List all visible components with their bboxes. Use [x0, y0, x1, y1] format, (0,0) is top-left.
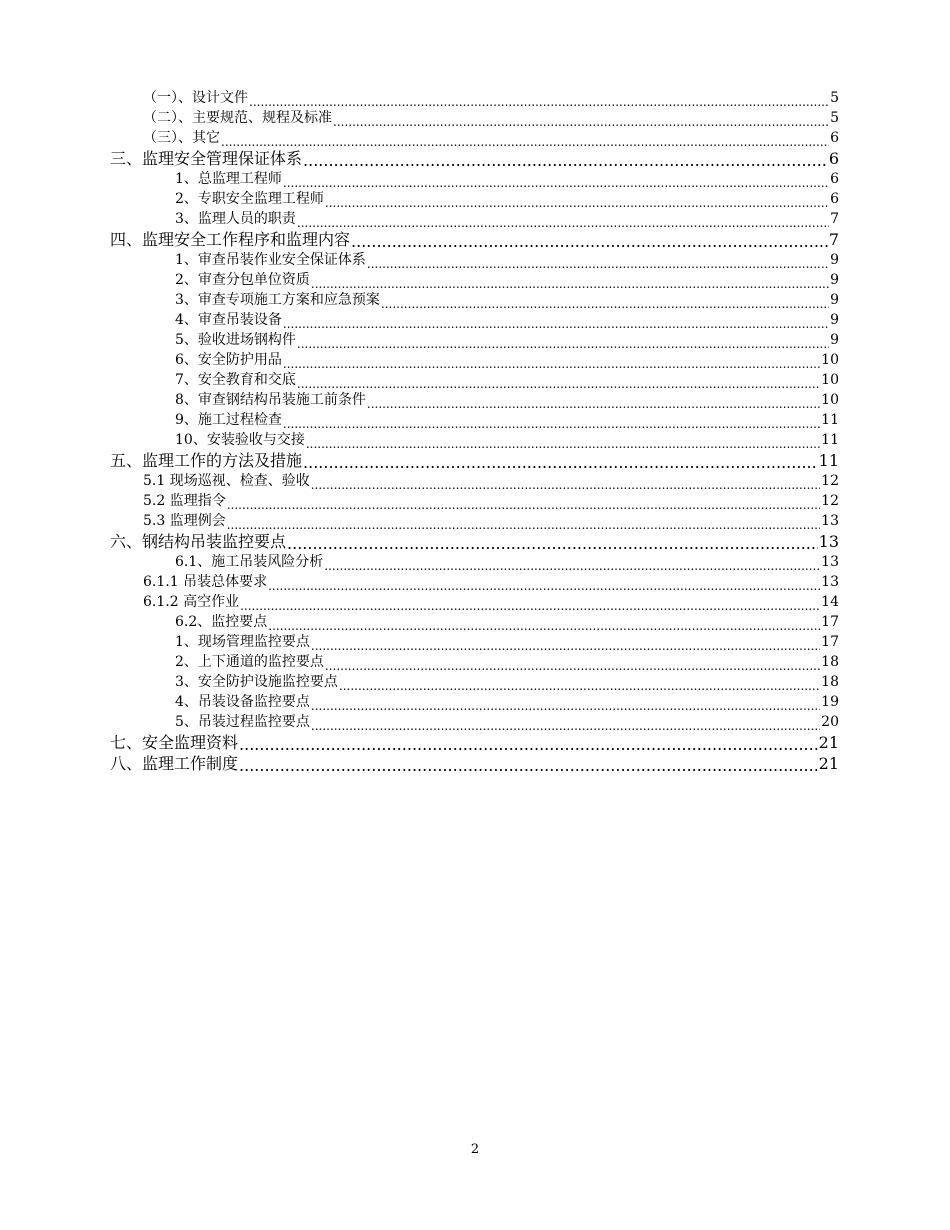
toc-section-entry[interactable] [0, 108, 950, 128]
toc-entry-page-number: 13 [821, 513, 839, 529]
toc-entry-page-number: 7 [828, 230, 839, 249]
toc-entry-page-number: 6 [830, 191, 839, 207]
toc-entry-page-number: 21 [818, 754, 839, 773]
toc-entry-page-number: 12 [821, 473, 839, 489]
toc-entry-page-number: 11 [818, 451, 839, 470]
toc-entry-page-number: 12 [821, 493, 839, 509]
toc-section-entry[interactable] [0, 592, 950, 612]
toc-section-entry[interactable] [0, 672, 950, 692]
toc-section-entry[interactable] [0, 692, 950, 712]
toc-entry-label: 3、安全防护设施监控要点 [175, 674, 338, 690]
toc-entry-label: 6.1.2 高空作业 [143, 594, 240, 610]
toc-dot-leader [303, 455, 818, 471]
toc-entry-page-number: 9 [830, 292, 839, 308]
toc-dot-leader [351, 234, 828, 250]
toc-section-entry[interactable] [0, 430, 950, 450]
toc-dot-leader [311, 720, 820, 732]
toc-entry-page-number: 9 [830, 252, 839, 268]
toc-dot-leader [324, 560, 820, 572]
toc-dot-leader [297, 217, 829, 229]
toc-chapter-entry[interactable] [0, 753, 950, 774]
toc-entry-label: 七、安全监理资料 [110, 733, 239, 752]
toc-entry-page-number: 7 [830, 211, 839, 227]
toc-entry-page-number: 19 [821, 694, 839, 710]
toc-entry-label: 9、施工过程检查 [175, 412, 282, 428]
toc-chapter-entry[interactable] [0, 531, 950, 552]
toc-entry-label: 3、监理人员的职责 [175, 211, 296, 227]
toc-dot-leader [311, 640, 820, 652]
toc-dot-leader [268, 620, 820, 632]
toc-entry-label: （二）、主要规范、规程及标准 [143, 110, 332, 126]
toc-entry-page-number: 10 [821, 392, 839, 408]
toc-dot-leader [249, 96, 829, 108]
toc-dot-leader [303, 153, 828, 169]
toc-dot-leader [381, 298, 829, 310]
toc-section-entry[interactable] [0, 209, 950, 229]
toc-dot-leader [311, 700, 820, 712]
toc-section-entry[interactable] [0, 552, 950, 572]
toc-entry-page-number: 6 [830, 130, 839, 146]
toc-dot-leader [311, 278, 829, 290]
toc-entry-page-number: 13 [821, 574, 839, 590]
toc-dot-leader [339, 680, 820, 692]
toc-entry-page-number: 10 [821, 352, 839, 368]
toc-dot-leader [367, 258, 829, 270]
toc-dot-leader [227, 499, 820, 511]
toc-entry-label: 7、安全教育和交底 [175, 372, 296, 388]
toc-entry-label: 1、现场管理监控要点 [175, 634, 310, 650]
toc-section-entry[interactable] [0, 290, 950, 310]
toc-section-entry[interactable] [0, 390, 950, 410]
toc-section-entry[interactable] [0, 612, 950, 632]
toc-chapter-entry[interactable] [0, 229, 950, 250]
page-number: 2 [470, 1142, 480, 1157]
toc-section-entry[interactable] [0, 712, 950, 732]
toc-dot-leader [239, 737, 818, 753]
toc-dot-leader [287, 536, 818, 552]
toc-entry-label: 2、审查分包单位资质 [175, 272, 310, 288]
toc-entry-label: 3、审查专项施工方案和应急预案 [175, 292, 380, 308]
toc-entry-page-number: 9 [830, 272, 839, 288]
table-of-contents [0, 88, 950, 774]
toc-section-entry[interactable] [0, 330, 950, 350]
toc-dot-leader [240, 600, 820, 612]
toc-entry-label: 四、监理安全工作程序和监理内容 [110, 230, 351, 249]
toc-entry-label: 5、验收进场钢构件 [175, 332, 296, 348]
toc-section-entry[interactable] [0, 491, 950, 511]
toc-entry-label: 6.2、监控要点 [175, 614, 268, 630]
toc-entry-page-number: 14 [821, 594, 839, 610]
toc-dot-leader [283, 358, 820, 370]
toc-entry-page-number: 9 [830, 312, 839, 328]
toc-entry-page-number: 5 [830, 110, 839, 126]
toc-entry-page-number: 21 [818, 733, 839, 752]
toc-entry-page-number: 17 [821, 614, 839, 630]
toc-section-entry[interactable] [0, 370, 950, 390]
toc-entry-page-number: 13 [818, 532, 839, 551]
toc-entry-label: 2、上下通道的监控要点 [175, 654, 324, 670]
toc-entry-label: 5.1 现场巡视、检查、验收 [143, 473, 310, 489]
toc-dot-leader [268, 580, 820, 592]
toc-entry-label: 6、安全防护用品 [175, 352, 282, 368]
toc-entry-page-number: 11 [821, 432, 839, 448]
toc-section-entry[interactable] [0, 471, 950, 491]
toc-chapter-entry[interactable] [0, 148, 950, 169]
toc-section-entry[interactable] [0, 128, 950, 148]
toc-entry-label: 6.1、施工吊装风险分析 [175, 554, 324, 570]
toc-section-entry[interactable] [0, 169, 950, 189]
toc-dot-leader [283, 177, 829, 189]
toc-entry-label: （三）、其它 [143, 130, 220, 146]
toc-section-entry[interactable] [0, 652, 950, 672]
toc-dot-leader [306, 438, 820, 450]
toc-entry-page-number: 5 [830, 90, 839, 106]
toc-entry-label: 5.3 监理例会 [143, 513, 226, 529]
toc-entry-label: 八、监理工作制度 [110, 754, 239, 773]
toc-entry-page-number: 20 [821, 714, 839, 730]
toc-dot-leader [325, 660, 820, 672]
toc-entry-label: 五、监理工作的方法及措施 [110, 451, 303, 470]
toc-entry-label: 4、吊装设备监控要点 [175, 694, 310, 710]
toc-entry-label: 六、钢结构吊装监控要点 [110, 532, 287, 551]
toc-entry-label: 5.2 监理指令 [143, 493, 226, 509]
toc-entry-page-number: 18 [821, 654, 839, 670]
toc-section-entry[interactable] [0, 572, 950, 592]
toc-entry-page-number: 10 [821, 372, 839, 388]
toc-section-entry[interactable] [0, 270, 950, 290]
toc-section-entry[interactable] [0, 189, 950, 209]
toc-entry-label: 8、审查钢结构吊装施工前条件 [175, 392, 366, 408]
toc-entry-label: 2、专职安全监理工程师 [175, 191, 324, 207]
toc-entry-label: 1、总监理工程师 [175, 171, 282, 187]
toc-entry-label: 6.1.1 吊装总体要求 [143, 574, 268, 590]
toc-section-entry[interactable] [0, 88, 950, 108]
toc-dot-leader [227, 519, 820, 531]
toc-dot-leader [239, 758, 818, 774]
toc-dot-leader [297, 378, 820, 390]
toc-chapter-entry[interactable] [0, 732, 950, 753]
toc-entry-page-number: 13 [821, 554, 839, 570]
toc-entry-page-number: 17 [821, 634, 839, 650]
toc-entry-label: 10、安装验收与交接 [175, 432, 305, 448]
toc-dot-leader [297, 338, 829, 350]
toc-entry-page-number: 11 [821, 412, 839, 428]
toc-entry-label: 4、审查吊装设备 [175, 312, 282, 328]
toc-section-entry[interactable] [0, 511, 950, 531]
toc-dot-leader [283, 418, 820, 430]
toc-dot-leader [311, 479, 820, 491]
toc-entry-label: 1、审查吊装作业安全保证体系 [175, 252, 366, 268]
toc-entry-page-number: 6 [830, 171, 839, 187]
toc-entry-label: 5、吊装过程监控要点 [175, 714, 310, 730]
toc-entry-page-number: 18 [821, 674, 839, 690]
toc-section-entry[interactable] [0, 350, 950, 370]
toc-entry-label: （一）、设计文件 [143, 90, 248, 106]
toc-entry-page-number: 6 [828, 149, 839, 168]
toc-section-entry[interactable] [0, 310, 950, 330]
toc-dot-leader [283, 318, 829, 330]
toc-entry-label: 三、监理安全管理保证体系 [110, 149, 303, 168]
toc-dot-leader [325, 197, 829, 209]
toc-dot-leader [221, 136, 829, 148]
toc-section-entry[interactable] [0, 632, 950, 652]
toc-chapter-entry[interactable] [0, 450, 950, 471]
toc-dot-leader [367, 398, 820, 410]
toc-entry-page-number: 9 [830, 332, 839, 348]
toc-section-entry[interactable] [0, 410, 950, 430]
toc-dot-leader [333, 116, 829, 128]
toc-section-entry[interactable] [0, 250, 950, 270]
